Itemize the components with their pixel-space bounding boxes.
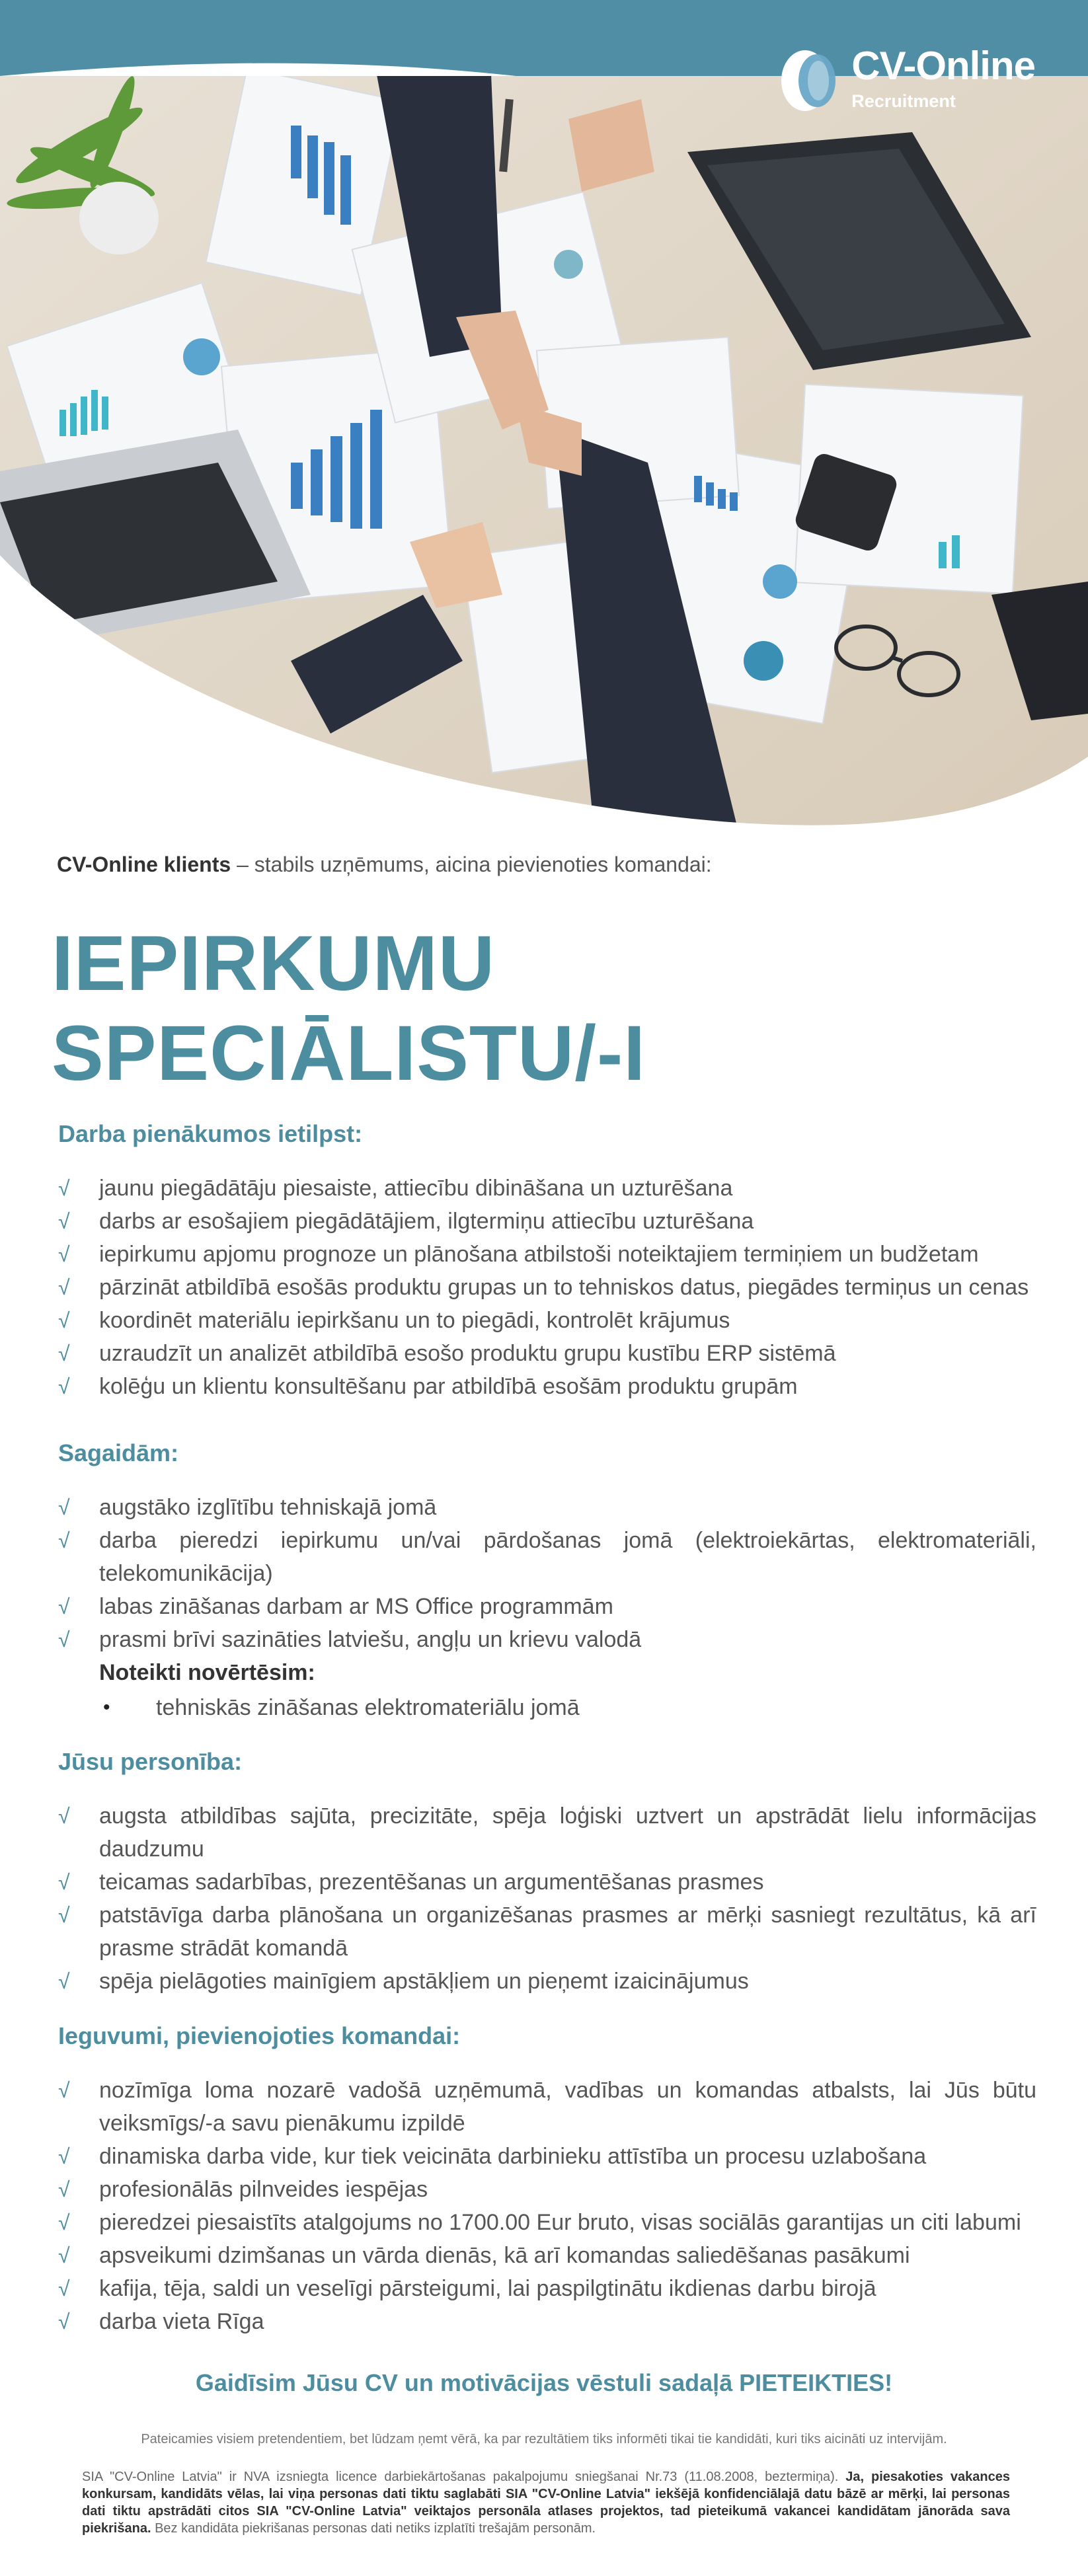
- check-icon: √: [58, 2144, 70, 2168]
- requirements-heading: Sagaidām:: [58, 1439, 179, 1466]
- check-icon: √: [58, 1209, 70, 1233]
- bonus-item-text: tehniskās zināšanas elektromateriālu jomā: [156, 1695, 580, 1720]
- requirement-item: [58, 1524, 1036, 1590]
- personality-item: [58, 1899, 1036, 1965]
- check-icon: √: [58, 1595, 70, 1618]
- benefits-heading: Ieguvumi, pievienojoties komandai:: [58, 2022, 461, 2049]
- title-line-2: SPECIĀLISTU/-I: [52, 1010, 646, 1097]
- duty-item: [58, 1337, 1036, 1370]
- benefit-item: [58, 2074, 1036, 2140]
- check-icon: √: [58, 1529, 70, 1552]
- brand-logo: [777, 46, 1035, 115]
- intro-line: [57, 852, 712, 877]
- duty-item: [58, 1205, 1036, 1238]
- page-title: [52, 919, 646, 1098]
- personality-item: [58, 1866, 1036, 1899]
- duty-item-text: pārzināt atbildībā esošās produktu grupas un to tehniskos datus, piegādes termiņus un cenas: [99, 1275, 1029, 1300]
- requirements-list: [58, 1491, 1036, 1656]
- check-icon: √: [58, 1870, 70, 1894]
- office-handshake-illustration: [0, 0, 1088, 839]
- benefits-section: [58, 2022, 1036, 2338]
- personality-heading: Jūsu personība:: [58, 1748, 243, 1775]
- check-icon: √: [58, 1275, 70, 1299]
- check-icon: √: [58, 1342, 70, 1365]
- check-icon: √: [58, 1804, 70, 1828]
- benefit-item: [58, 2140, 1036, 2173]
- cv-online-logo-icon: [777, 46, 841, 115]
- requirement-item: [58, 1590, 1036, 1623]
- check-icon: √: [58, 1628, 70, 1651]
- personality-item-text: spēja pielāgoties mainīgiem apstākļiem un pieņemt izaicinājumus: [99, 1969, 749, 1994]
- personality-list: [58, 1799, 1036, 1998]
- benefit-item-text: nozīmīga loma nozarē vadošā uzņēmumā, vadības un komandas atbalsts, lai Jūs būtu veiksmīgs/-a savu pienākumu izpildē: [99, 2078, 1036, 2136]
- duty-item: [58, 1304, 1036, 1337]
- personality-item: [58, 1799, 1036, 1866]
- intro-text: – stabils uzņēmums, aicina pievienoties komandai:: [231, 852, 712, 876]
- benefit-item-text: kafija, tēja, saldi un veselīgi pārsteigumi, lai paspilgtinātu ikdienas darbu birojā: [99, 2276, 876, 2301]
- legal-consent: Ja, piesakoties vakances konkursam, kandidāts vēlas, lai viņa personas dati tiktu saglabāti SIA "CV-Online Latvia" iekšējā konfidenciālajā datu bāzē ar mērķi, lai personas dati tiktu apstrādāti citos SIA "CV-Online Latvia" veiktajos personāla atlases projektos, tad pieteikumā vakancei kandidātam jānorāda sava piekrišana.: [82, 2470, 1010, 2536]
- duty-item: [58, 1238, 1036, 1271]
- benefit-item-text: apsveikumi dzimšanas un vārda dienās, kā arī komandas saliedēšanas pasākumi: [99, 2243, 910, 2268]
- brand-subtitle: Recruitment: [851, 91, 956, 111]
- bonus-heading: Noteikti novērtēsim:: [99, 1660, 315, 1685]
- duty-item: [58, 1172, 1036, 1205]
- check-icon: √: [58, 2078, 70, 2102]
- bullet-icon: •: [103, 1696, 110, 1718]
- requirement-item: [58, 1623, 1036, 1656]
- benefit-item: [58, 2206, 1036, 2239]
- check-icon: √: [58, 2178, 70, 2201]
- duty-item: [58, 1370, 1036, 1403]
- benefit-item-text: profesionālās pilnveides iespējas: [99, 2177, 428, 2202]
- client-label: CV-Online klients: [57, 852, 231, 876]
- requirement-item: [58, 1491, 1036, 1524]
- personality-item-text: patstāvīga darba plānošana un organizēšanas prasmes ar mērķi sasniegt rezultātus, kā arī prasme strādāt komandā: [99, 1903, 1036, 1961]
- benefit-item-text: dinamiska darba vide, kur tiek veicināta darbinieku attīstība un procesu uzlabošana: [99, 2144, 927, 2169]
- personality-item-text: augsta atbildības sajūta, precizitāte, spēja loģiski uztvert un apstrādāt lielu informācijas daudzumu: [99, 1803, 1036, 1862]
- personality-section: [58, 1748, 1036, 1998]
- benefit-item: [58, 2272, 1036, 2305]
- duty-item: [58, 1271, 1036, 1304]
- title-line-1: IEPIRKUMU: [52, 920, 496, 1007]
- check-icon: √: [58, 1176, 70, 1200]
- benefits-list: [58, 2074, 1036, 2338]
- benefit-item: [58, 2239, 1036, 2272]
- requirement-item-text: darba pieredzi iepirkumu un/vai pārdošanas jomā (elektroiekārtas, elektromateriāli, telekomunikācija): [99, 1528, 1036, 1586]
- check-icon: √: [58, 2244, 70, 2267]
- check-icon: √: [58, 1375, 70, 1398]
- benefit-item-text: pieredzei piesaistīts atalgojums no 1700.00 Eur bruto, visas sociālās garantijas un citi labumi: [99, 2210, 1021, 2235]
- check-icon: √: [58, 2310, 70, 2333]
- personality-item-text: teicamas sadarbības, prezentēšanas un argumentēšanas prasmes: [99, 1870, 764, 1895]
- bonus-item: [58, 1689, 1036, 1726]
- duty-item-text: uzraudzīt un analizēt atbildībā esošo produktu grupu kustību ERP sistēmā: [99, 1341, 836, 1366]
- requirement-item-text: augstāko izglītību tehniskajā jomā: [99, 1495, 437, 1520]
- benefit-item-text: darba vieta Rīga: [99, 2309, 264, 2334]
- check-icon: √: [58, 1969, 70, 1993]
- personality-item: [58, 1965, 1036, 1998]
- duty-item-text: iepirkumu apjomu prognoze un plānošana atbilstoši noteiktajiem termiņiem un budžetam: [99, 1242, 979, 1267]
- check-icon: √: [58, 1308, 70, 1332]
- duty-item-text: koordinēt materiālu iepirkšanu un to piegādi, kontrolēt krājumus: [99, 1308, 730, 1333]
- requirement-item-text: prasmi brīvi sazināties latviešu, angļu un krievu valodā: [99, 1627, 642, 1652]
- check-icon: √: [58, 2211, 70, 2234]
- legal-license: SIA "CV-Online Latvia" ir NVA izsniegta licence darbiekārtošanas pakalpojumu sniegšanai Nr.73 (11.08.2008, beztermiņa).: [82, 2470, 846, 2484]
- requirement-item-text: labas zināšanas darbam ar MS Office programmām: [99, 1594, 613, 1619]
- check-icon: √: [58, 1903, 70, 1927]
- candidates-note: Pateicamies visiem pretendentiem, bet lūdzam ņemt vērā, ka par rezultātiem tiks informēti tikai tie kandidāti, kuri tiks aicināti uz intervijām.: [141, 2432, 947, 2446]
- check-icon: √: [58, 1496, 70, 1519]
- check-icon: √: [58, 2277, 70, 2300]
- check-icon: √: [58, 1242, 70, 1266]
- requirements-section: [58, 1439, 1036, 1726]
- benefit-item: [58, 2305, 1036, 2338]
- duty-item-text: darbs ar esošajiem piegādātājiem, ilgtermiņu attiecību uzturēšana: [99, 1209, 754, 1234]
- hero-banner: [0, 0, 1088, 839]
- brand-text: [851, 46, 1035, 112]
- duties-list: [58, 1172, 1036, 1403]
- bonus-list: [58, 1689, 1036, 1726]
- apply-call-to-action: Gaidīsim Jūsu CV un motivācijas vēstuli sadaļā PIETEIKTIES!: [195, 2369, 893, 2396]
- duties-section: [58, 1120, 1036, 1403]
- brand-name: CV-Online: [851, 44, 1035, 88]
- duty-item-text: jaunu piegādātāju piesaiste, attiecību dibināšana un uzturēšana: [99, 1176, 733, 1201]
- duties-heading: Darba pienākumos ietilpst:: [58, 1120, 363, 1147]
- legal-privacy: Bez kandidāta piekrišanas personas dati netiks izplatīti trešajām personām.: [151, 2521, 596, 2536]
- duty-item-text: kolēģu un klientu konsultēšanu par atbildībā esošām produktu grupām: [99, 1374, 798, 1399]
- legal-notice: [82, 2468, 1010, 2537]
- benefit-item: [58, 2173, 1036, 2206]
